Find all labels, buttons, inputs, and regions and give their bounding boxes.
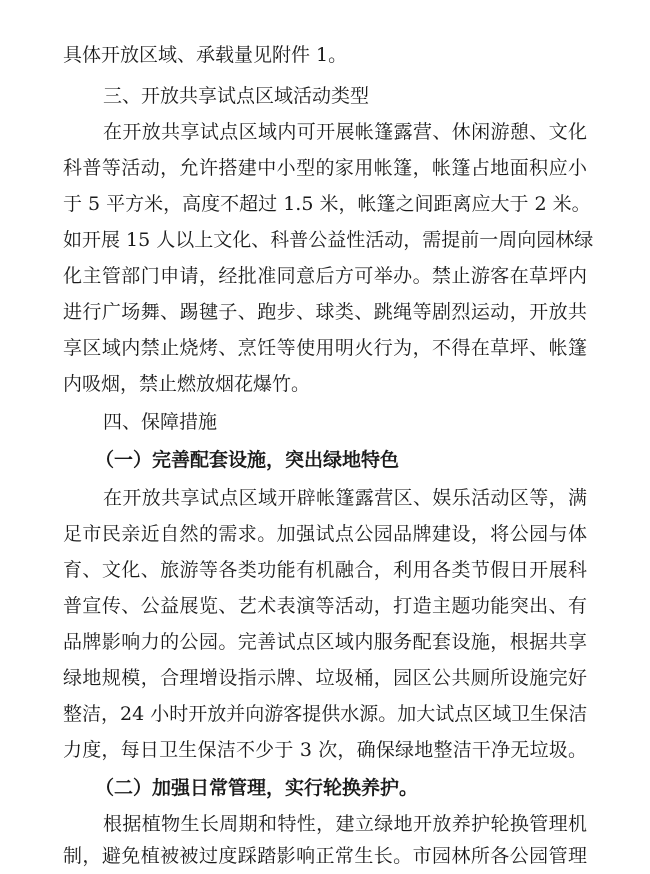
body-text-line: 内吸烟，禁止燃放烟花爆竹。 [63, 373, 311, 395]
body-text-line: 享区域内禁止烧烤、烹饪等使用明火行为，不得在草坪、帐篷 [63, 337, 587, 359]
body-text-line: 力度，每日卫生保洁不少于 3 次，确保绿地整洁干净无垃圾。 [63, 739, 587, 761]
body-text-line: 在开放共享试点区域内可开展帐篷露营、休闲游憩、文化 [103, 121, 587, 143]
body-text-line: 化主管部门申请，经批准同意后方可举办。禁止游客在草坪内 [63, 265, 587, 287]
body-text-line: 根据植物生长周期和特性，建立绿地开放养护轮换管理机 [103, 813, 587, 835]
body-text-line: 于 5 平方米，高度不超过 1.5 米，帐篷之间距离应大于 2 米。 [63, 193, 591, 215]
section-heading-activity-types: 三、开放共享试点区域活动类型 [103, 85, 370, 107]
body-text-line: 普宣传、公益展览、艺术表演等活动，打造主题功能突出、有 [63, 595, 587, 617]
body-text-line: 育、文化、旅游等各类功能有机融合，利用各类节假日开展科 [63, 559, 587, 581]
body-text-line: 进行广场舞、踢毽子、跑步、球类、跳绳等剧烈运动，开放共 [63, 301, 587, 323]
body-text-line: 足市民亲近自然的需求。加强试点公园品牌建设，将公园与体 [63, 523, 587, 545]
subsection-heading-daily-management: （二）加强日常管理，实行轮换养护。 [95, 777, 419, 799]
body-text-line: 如开展 15 人以上文化、科普公益性活动，需提前一周向园林绿 [63, 229, 594, 251]
body-text-line: 科普等活动，允许搭建中小型的家用帐篷，帐篷占地面积应小 [63, 157, 587, 179]
body-text-line: 制，避免植被被过度踩踏影响正常生长。市园林所各公园管理 [63, 845, 587, 867]
section-heading-safeguards: 四、保障措施 [103, 411, 218, 433]
subsection-heading-facilities: （一）完善配套设施，突出绿地特色 [95, 449, 400, 471]
body-text-line: 在开放共享试点区域开辟帐篷露营区、娱乐活动区等，满 [103, 487, 587, 509]
body-text-line: 具体开放区域、承载量见附件 1。 [63, 44, 348, 66]
body-text-line: 整洁，24 小时开放并向游客提供水源。加大试点区域卫生保洁 [63, 703, 588, 725]
body-text-line: 绿地规模，合理增设指示牌、垃圾桶，园区公共厕所设施完好 [63, 667, 587, 689]
body-text-line: 品牌影响力的公园。完善试点区域内服务配套设施，根据共享 [63, 631, 587, 653]
